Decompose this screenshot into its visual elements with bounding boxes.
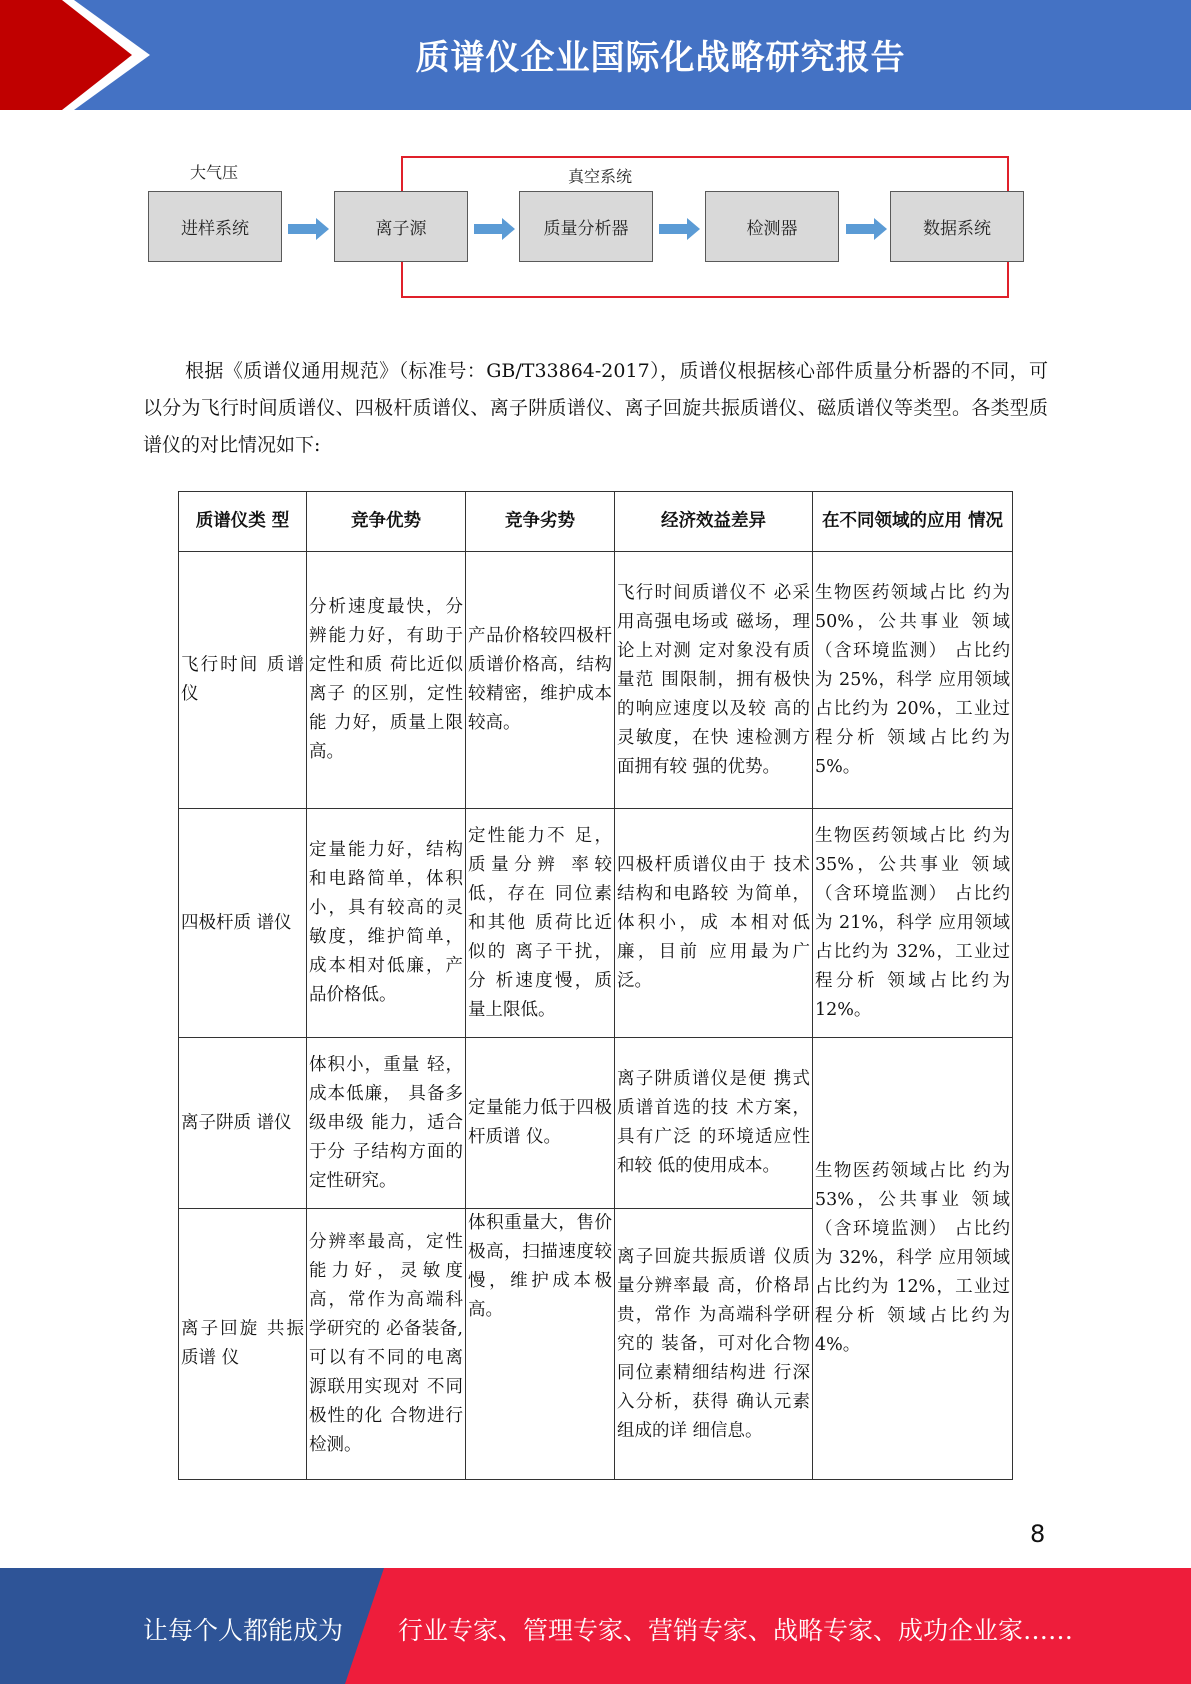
type-cell: 离子阱质 谱仪 <box>179 1038 307 1209</box>
table-header-cell: 经济效益差异 <box>615 492 813 552</box>
economic-cell: 离子阱质谱仪是便 携式质谱首选的技 术方案，具有广泛 的环境适应性和较 低的使用成本。 <box>615 1038 813 1209</box>
table-header-row <box>179 492 1013 552</box>
type-cell: 飞行时间 质谱仪 <box>179 552 307 809</box>
header-chevron-icon <box>0 0 150 110</box>
vacuum-system-label: 真空系统 <box>568 167 633 186</box>
header-title: 质谱仪企业国际化战略研究报告 <box>415 38 906 78</box>
disadvantage-cell: 产品价格较四极杆质谱价格高，结构较精密，维护成本较高。 <box>466 552 615 809</box>
economic-cell: 四极杆质谱仪由于 技术结构和电路较 为简单，体积小，成 本相对低廉，目前 应用最为广泛。 <box>615 809 813 1038</box>
advantage-cell: 体积小，重量 轻，成本低廉， 具备多级串级 能力，适合于分 子结构方面的 定性研究。 <box>307 1038 466 1209</box>
mass-spec-comparison-table <box>178 491 1013 1480</box>
table-row <box>179 1038 1013 1209</box>
economic-cell: 离子回旋共振质谱 仪质量分辨率最 高，价格昂贵，常作 为高端科学研究的 装备，可对化合物同位素精细结构进 行深入分析，获得 确认元素组成的详 细信息。 <box>615 1209 813 1480</box>
flow-box-data-system: 数据系统 <box>890 191 1024 262</box>
flow-arrow-icon <box>474 218 516 240</box>
atmosphere-label: 大气压 <box>190 163 239 182</box>
type-cell: 离子回旋 共振质谱 仪 <box>179 1209 307 1480</box>
flow-box-detector: 检测器 <box>705 191 839 262</box>
flow-arrow-icon <box>288 218 330 240</box>
flow-box-mass-analyzer: 质量分析器 <box>519 191 653 262</box>
flow-box-ion-source: 离子源 <box>334 191 468 262</box>
disadvantage-cell: 定性能力不 足，质量分辨 率较低，存在 同位素和其他 质荷比近似的 离子干扰，分 析速度慢，质 量上限低。 <box>466 809 615 1038</box>
table-row <box>179 809 1013 1038</box>
application-cell: 生物医药领域占比 约为 53%，公共事业 领域（含环境监测） 占比约为 32%，科学 应用领域占比约为 12%，工业过程分析 领域占比约为 4%。 <box>813 1038 1013 1480</box>
advantage-cell: 分析速度最快，分辨能力好，有助于定性和质 荷比近似离子 的区别，定性能 力好，质量上限 高。 <box>307 552 466 809</box>
footer-left-text: 让每个人都能成为 <box>143 1616 344 1645</box>
flow-box-sample-inlet: 进样系统 <box>148 191 282 262</box>
advantage-cell: 定量能力好，结构和电路简单，体积小，具有较高的灵敏度，维护简单，成本相对低廉，产品价格低。 <box>307 809 466 1038</box>
page-header <box>0 0 1191 110</box>
disadvantage-cell: 体积重量大，售价极高，扫描速度较慢，维护成本极 高。 <box>466 1209 615 1480</box>
application-cell: 生物医药领域占比 约为 35%，公共事业 领域（含环境监测） 占比约为 21%，科学 应用领域占比约为 32%，工业过程分析 领域占比约为 12%。 <box>813 809 1013 1038</box>
footer-right-text: 行业专家、管理专家、营销专家、战略专家、成功企业家…… <box>398 1616 1074 1645</box>
application-cell: 生物医药领域占比 约为 50%，公共事业 领域（含环境监测） 占比约为 25%，科学 应用领域占比约为 20%，工业过程分析 领域占比约为 5%。 <box>813 552 1013 809</box>
type-cell: 四极杆质 谱仪 <box>179 809 307 1038</box>
disadvantage-cell: 定量能力低于四极杆质谱 仪。 <box>466 1038 615 1209</box>
table-header-cell: 质谱仪类 型 <box>179 492 307 552</box>
flow-arrow-icon <box>846 218 888 240</box>
flow-arrow-icon <box>659 218 701 240</box>
table-header-cell: 竞争优势 <box>307 492 466 552</box>
page-footer <box>0 1568 1191 1684</box>
mass-spec-flow-diagram <box>140 150 1040 310</box>
advantage-cell: 分辨率最高，定性能力好，灵敏度高，常作为高端科学研究的 必备装备,可以有不同的电离 源联用实现对 不同极性的化 合物进行检测。 <box>307 1209 466 1480</box>
table-row <box>179 552 1013 809</box>
page-number: 8 <box>1030 1520 1046 1548</box>
economic-cell: 飞行时间质谱仪不 必采用高强电场或 磁场，理论上对测 定对象没有质量范 围限制，拥有极快 的响应速度以及较 高的灵敏度，在快 速检测方面拥有较 强的优势。 <box>615 552 813 809</box>
intro-paragraph: 根据《质谱仪通用规范》（标准号：GB/T33864-2017），质谱仪根据核心部件质量分析器的不同，可以分为飞行时间质谱仪、四极杆质谱仪、离子阱质谱仪、离子回旋共振质谱仪、磁质谱仪等类型。各类型质谱仪的对比情况如下: <box>143 360 1048 456</box>
table-header-cell: 竞争劣势 <box>466 492 615 552</box>
table-header-cell: 在不同领域的应用 情况 <box>813 492 1013 552</box>
